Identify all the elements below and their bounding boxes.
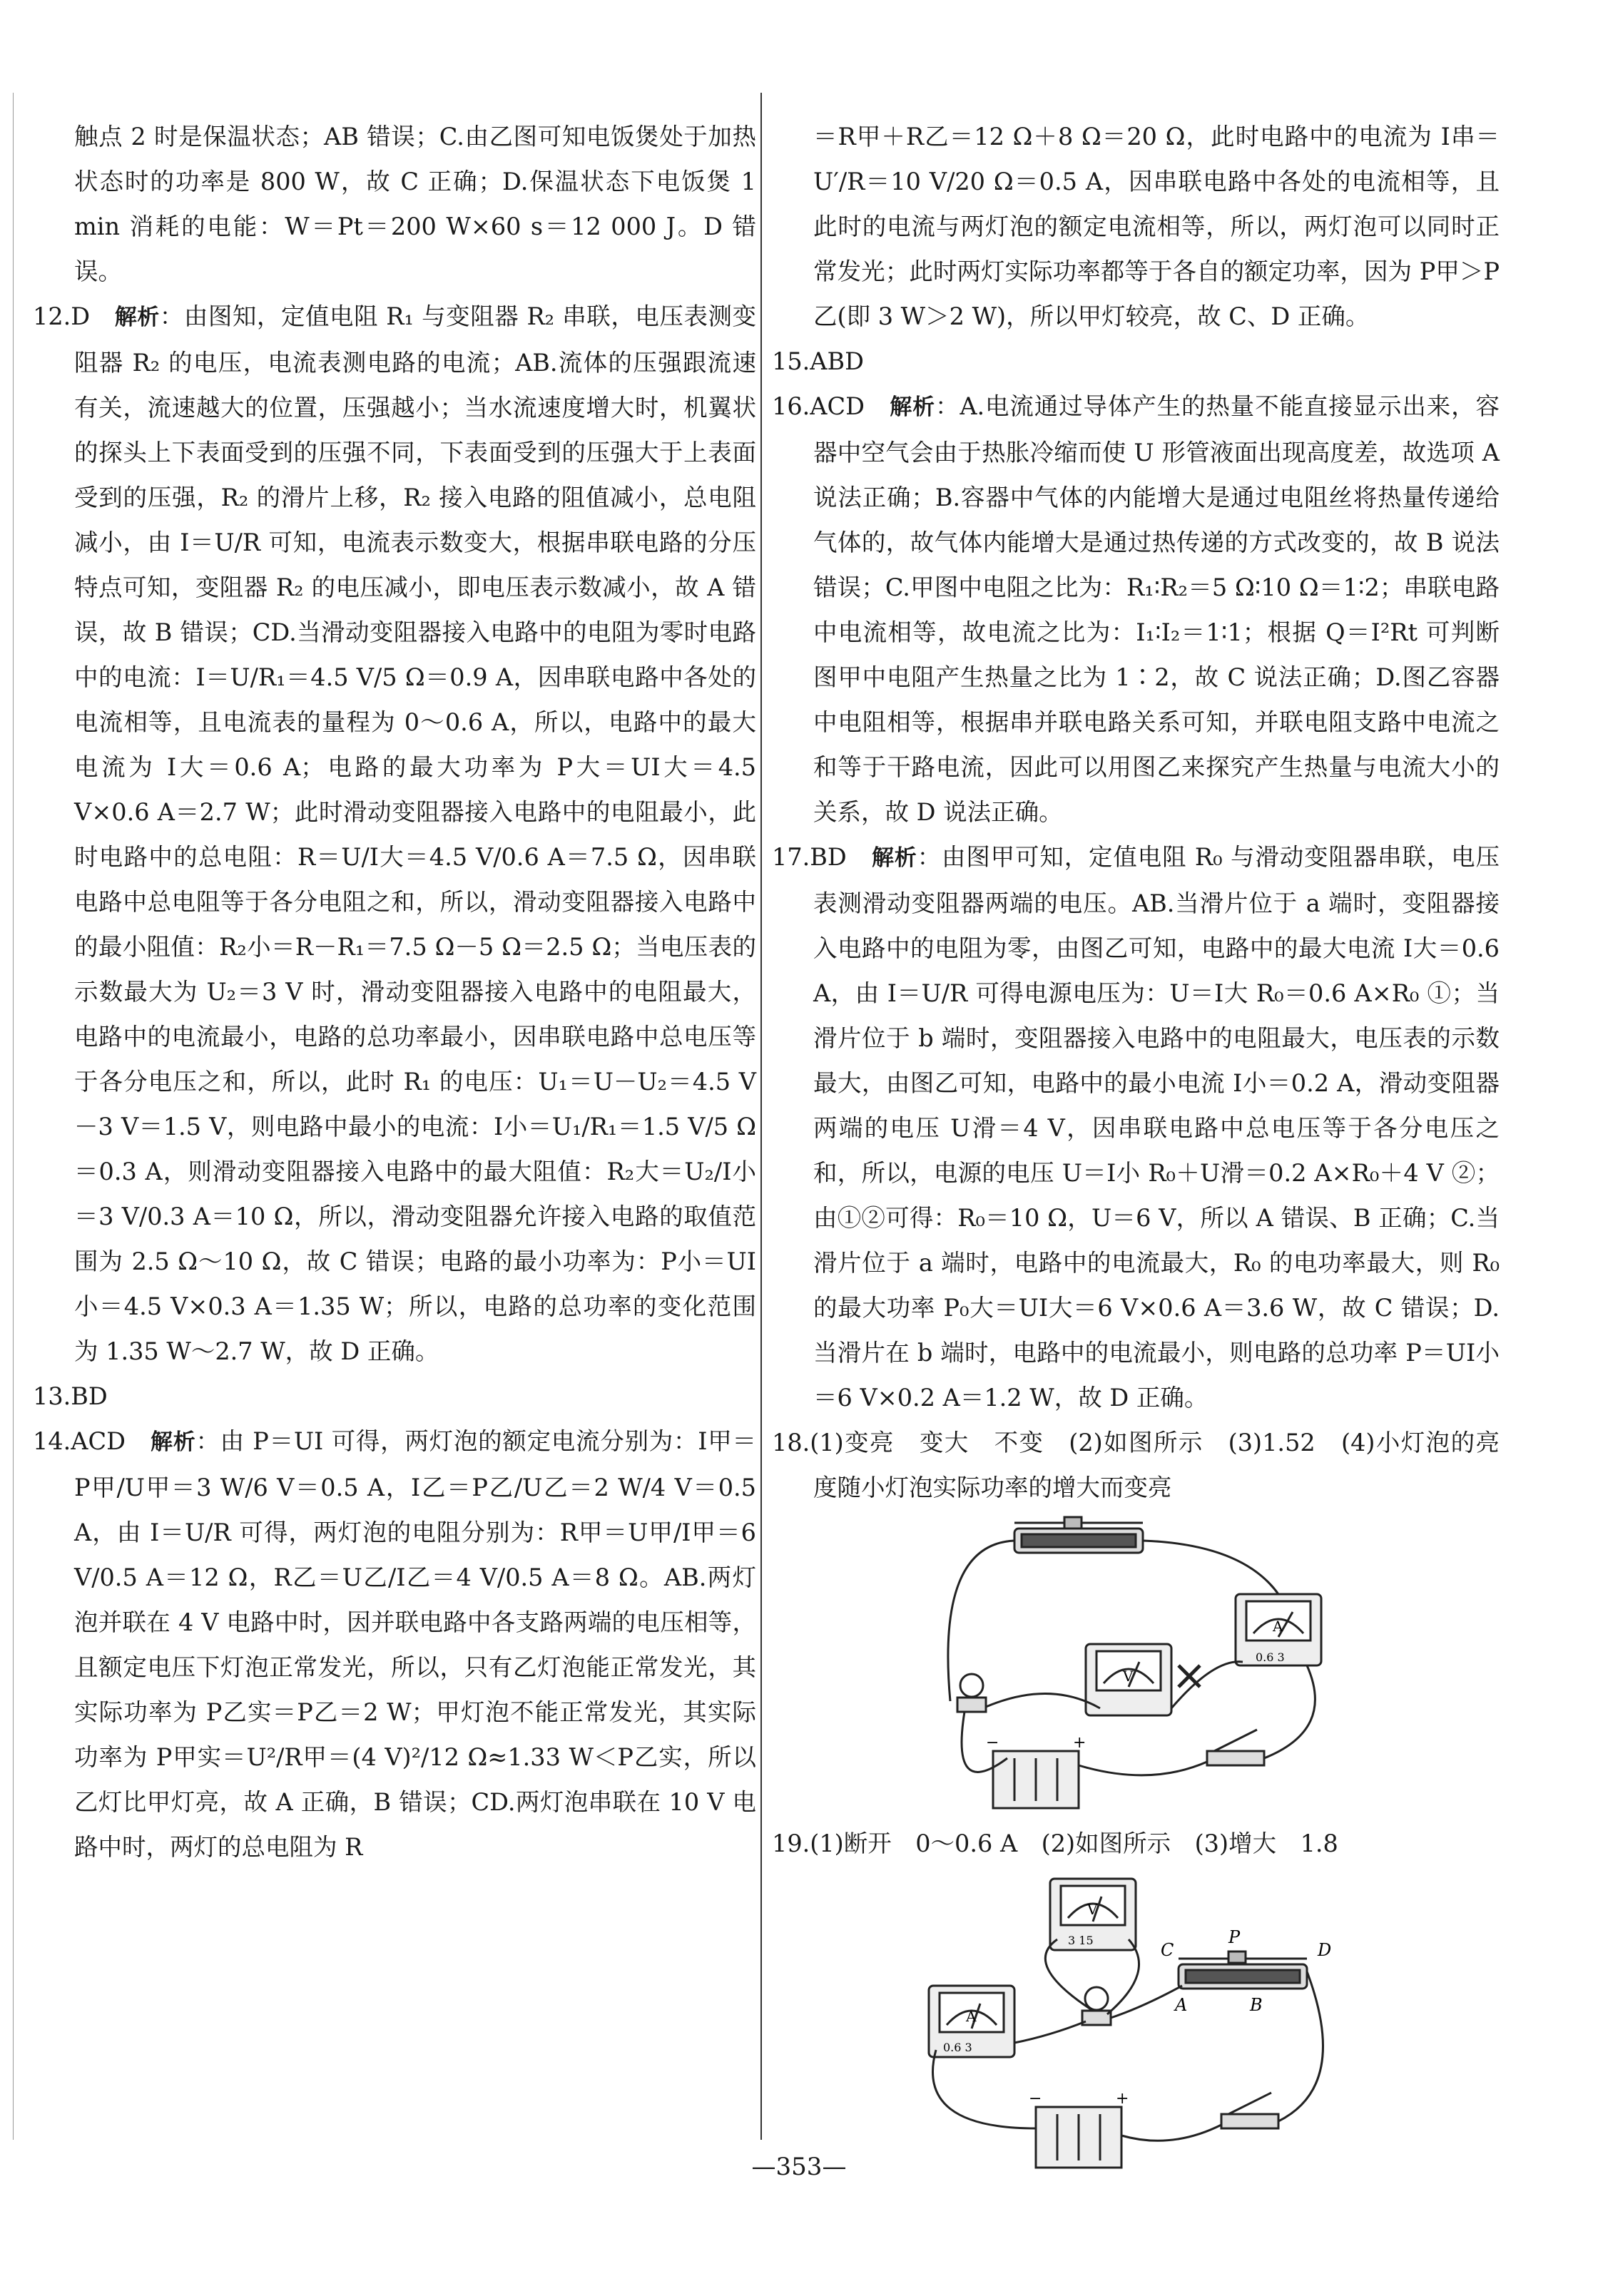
left-column	[33, 114, 756, 1869]
answer-18-text: (1)变亮 变大 不变 (2)如图所示 (3)1.52 (4)小灯泡的亮度随小灯泡实际功率的增大而变亮	[810, 1429, 1500, 1501]
column-divider	[760, 93, 762, 2140]
answer-14-continuation: ＝R甲＋R乙＝12 Ω＋8 Ω＝20 Ω，此时电路中的电流为 I串＝U′/R＝10 V/20 Ω＝0.5 A，因串联电路中各处的电流相等，且此时的电流与两灯泡的额定电流相等，所以，两灯泡可以同时正常发光；此时两灯实际功率都等于各自的额定功率，因为 P甲＞P乙(即 3 W＞2 W)，所以甲灯较亮，故 C、D 正确。	[813, 123, 1500, 330]
circuit-diagram-19-icon	[915, 1872, 1357, 2178]
answer-13-choice: 13.BD	[33, 1382, 108, 1410]
answer-15-choice: 15.ABD	[772, 347, 864, 375]
fig2-voltmeter-terminals: 3 15	[1068, 1934, 1094, 1947]
right-column	[772, 114, 1500, 2184]
answer-16-choice: 16.ACD	[772, 392, 865, 420]
answer-16	[772, 384, 1500, 835]
fig2-battery-plus: +	[1116, 2090, 1129, 2108]
answer-19-text: (1)断开 0～0.6 A (2)如图所示 (3)增大 1.8	[810, 1830, 1338, 1857]
answer-15	[772, 339, 1500, 384]
answer-12-text: ：由图知，定值电阻 R₁ 与变阻器 R₂ 串联，电压表测变阻器 R₂ 的电压，电流表测电路的电流；AB.流体的压强跟流速有关，流速越大的位置，压强越小；当水流速度增大时，机翼状的探头上下表面受到的压强不同，下表面受到的压强大于上表面受到的压强，R₂ 的滑片上移，R₂ 接入电路的阻值减小，总电阻减小，由 I＝U/R 可知，电流表示数变大，根据串联电路的分压特点可知，变阻器 R₂ 的电压减小，即电压表示数减小，故 A 错误，故 B 错误；CD.当滑动变阻器接入电路中的电阻为零时电路中的电流：I＝U/R₁＝4.5 V/5 Ω＝0.9 A，因串联电路中各处的电流相等，且电流表的量程为 0～0.6 A，所以，电路中的最大电流为 I大＝0.6 A；电路的最大功率为 P大＝UI大＝4.5 V×0.6 A＝2.7 W；此时滑动变阻器接入电路中的电阻最小，此时电路中的总电阻：R＝U/I大＝4.5 V/0.6 A＝7.5 Ω，因串联电路中总电阻等于各分电阻之和，所以，滑动变阻器接入电路中的最小阻值：R₂小＝R－R₁＝7.5 Ω－5 Ω＝2.5 Ω；当电压表的示数最大为 U₂＝3 V 时，滑动变阻器接入电路中的电阻最大，电路中的电流最小，电路的总功率最小，因串联电路中总电压等于各分电压之和，所以，此时 R₁ 的电压：U₁＝U－U₂＝4.5 V－3 V＝1.5 V，则电路中最小的电流：I小＝U₁/R₁＝1.5 V/5 Ω＝0.3 A，则滑动变阻器接入电路中的最大阻值：R₂大＝U₂/I小＝3 V/0.3 A＝10 Ω，所以，滑动变阻器允许接入电路的取值范围为 2.5 Ω～10 Ω，故 C 错误；电路的最小功率为：P小＝UI小＝4.5 V×0.3 A＝1.35 W；所以，电路的总功率的变化范围为 1.35 W～2.7 W，故 D 正确。	[74, 302, 757, 1365]
circuit-diagram-18-icon	[907, 1516, 1350, 1815]
answer-19	[772, 1821, 1500, 1866]
answer-14	[33, 1419, 756, 1869]
fig2-terminal-p: P	[1228, 1927, 1241, 1947]
answer-16-text: ：A.电流通过导体产生的热量不能直接显示出来，容器中空气会由于热胀冷缩而使 U 形管液面出现高度差，故选项 A 说法正确；B.容器中气体的内能增大是通过电阻丝将热量传递给气体的，故气体内能增大是通过热传递的方式改变的，故 B 说法错误；C.甲图中电阻之比为：R₁∶R₂＝5 Ω∶10 Ω＝1∶2；串联电路中电流相等，故电流之比为：I₁∶I₂＝1∶1；根据 Q＝I²Rt 可判断图甲中电阻产生热量之比为 1∶2，故 C 说法正确；D.图乙容器中电阻相等，根据串并联电路关系可知，并联电阻支路中电流之和等于干路电流，因此可以用图乙来探究产生热量与电流大小的关系，故 D 说法正确。	[813, 392, 1500, 826]
answer-17	[772, 835, 1500, 1420]
fig1-battery-minus: −	[986, 1734, 999, 1752]
answer-19-number: 19.	[772, 1830, 810, 1857]
fig1-battery-plus: +	[1073, 1734, 1086, 1752]
fig2-ammeter-terminals: 0.6 3	[943, 2041, 972, 2054]
fig2-terminal-a: A	[1175, 1995, 1188, 2015]
answer-12-label: 解析	[114, 305, 160, 330]
answer-14-choice: 14.ACD	[33, 1427, 126, 1455]
answer-16-label: 解析	[890, 394, 935, 420]
fig2-terminal-d: D	[1318, 1940, 1332, 1960]
answer-11-continuation: 触点 2 时是保温状态；AB 错误；C.由乙图可知电饭煲处于加热状态时的功率是 800 W，故 C 正确；D.保温状态下电饭煲 1 min 消耗的电能：W＝Pt＝200 W×60 s＝12 000 J。D 错误。	[74, 123, 756, 285]
answer-18-number: 18.	[772, 1429, 810, 1456]
fig2-ammeter-label: A	[966, 2008, 977, 2025]
fig1-ammeter-label: A	[1273, 1618, 1283, 1635]
fig1-ammeter-terminals: 0.6 3	[1256, 1650, 1285, 1664]
answer-17-label: 解析	[871, 845, 917, 871]
fig2-voltmeter-label: V	[1087, 1901, 1098, 1918]
fig1-voltmeter-label: V	[1123, 1668, 1134, 1685]
answer-17-text: ：由图甲可知，定值电阻 R₀ 与滑动变阻器串联，电压表测滑动变阻器两端的电压。AB.当滑片位于 a 端时，变阻器接入电路中的电阻为零，由图乙可知，电路中的最大电流 I大＝0.6 A，由 I＝U/R 可得电源电压为：U＝I大 R₀＝0.6 A×R₀ ①；当滑片位于 b 端时，变阻器接入电路中的电阻最大，电压表的示数最大，由图乙可知，电路中的最小电流 I小＝0.2 A，滑动变阻器两端的电压 U滑＝4 V，因串联电路中总电压等于各分电压之和，所以，电源的电压 U＝I小 R₀＋U滑＝0.2 A×R₀＋4 V ②；由①②可得：R₀＝10 Ω，U＝6 V，所以 A 错误、B 正确；C.当滑片位于 a 端时，电路中的电流最大，R₀ 的电功率最大，则 R₀ 的最大功率 P₀大＝UI大＝6 V×0.6 A＝3.6 W，故 C 错误；D.当滑片在 b 端时，电路中的电流最小，则电路的总功率 P＝UI小＝6 V×0.2 A＝1.2 W，故 D 正确。	[813, 843, 1500, 1412]
fig2-terminal-b: B	[1250, 1995, 1263, 2015]
answer-12-choice: 12.D	[33, 302, 91, 330]
fig2-terminal-c: C	[1161, 1940, 1174, 1960]
page-number: —353—	[751, 2153, 847, 2181]
answer-14-label: 解析	[150, 1429, 196, 1455]
answer-14-text: ：由 P＝UI 可得，两灯泡的额定电流分别为：I甲＝P甲/U甲＝3 W/6 V＝0.5 A，I乙＝P乙/U乙＝2 W/4 V＝0.5 A，由 I＝U/R 可得，两灯泡的电阻分别为：R甲＝U甲/I甲＝6 V/0.5 A＝12 Ω，R乙＝U乙/I乙＝4 V/0.5 A＝8 Ω。AB.两灯泡并联在 4 V 电路中时，因并联电路中各支路两端的电压相等，且额定电压下灯泡正常发光，所以，只有乙灯泡能正常发光，其实际功率为 P乙实＝P乙＝2 W；甲灯泡不能正常发光，其实际功率为 P甲实＝U²/R甲＝(4 V)²/12 Ω≈1.33 W＜P乙实，所以乙灯比甲灯亮，故 A 正确，B 错误；CD.两灯泡串联在 10 V 电路中时，两灯的总电阻为 R	[74, 1427, 756, 1861]
answer-12	[33, 294, 756, 1374]
answer-17-choice: 17.BD	[772, 843, 847, 871]
answer-13	[33, 1374, 756, 1419]
binding-edge-line	[13, 93, 14, 2140]
answer-18	[772, 1420, 1500, 1510]
fig2-battery-minus: −	[1029, 2090, 1042, 2108]
